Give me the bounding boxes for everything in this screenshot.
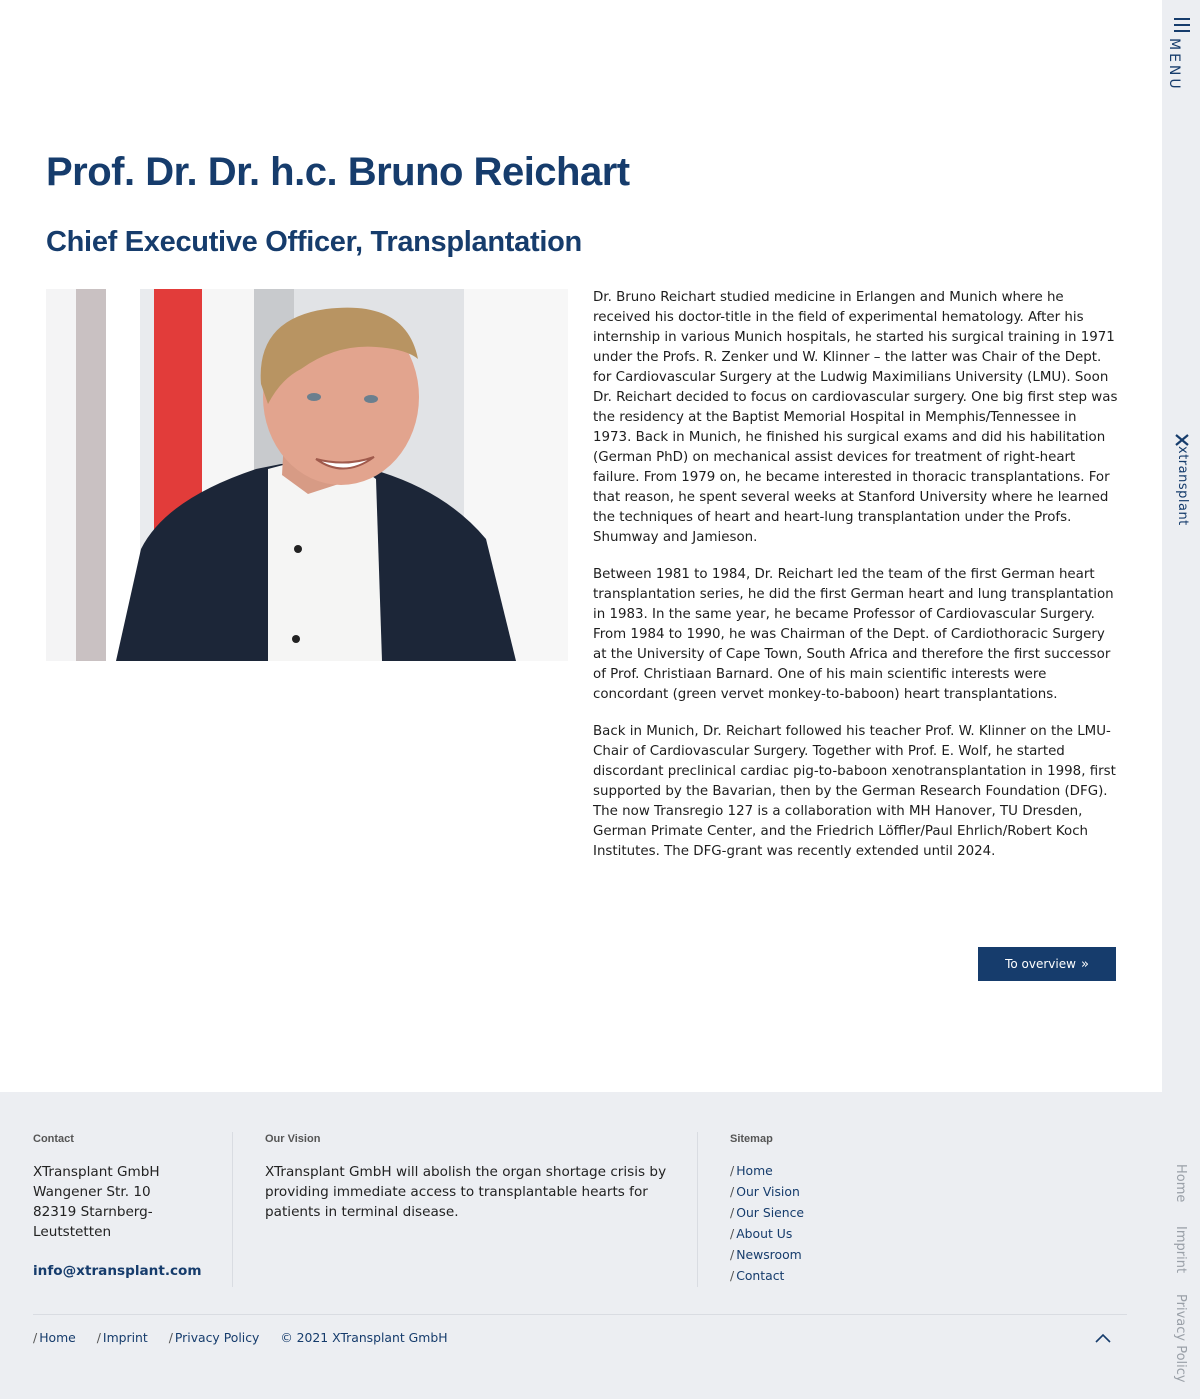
footer xyxy=(0,1092,1162,1399)
footer-address xyxy=(33,1162,213,1242)
footer-bottom-links xyxy=(33,1330,448,1345)
sitemap-item-our-sience[interactable]: / Our Sience xyxy=(730,1205,805,1220)
bio-paragraph: Between 1981 to 1984, Dr. Reichart led the team of the first German heart transplantation series, he did the first German heart and lung transplantation in 1983. In the same year, he became Professor of Cardiovascular Surgery. From 1984 to 1990, he was Chairman of the Dept. of Cardiothoracic Surgery at the University of Cape Town, South Africa and therefore the first successor of Prof. Christiaan Barnard. One of his main scientific interests were concordant (green vervet monkey-to-baboon) heart transplantations. xyxy=(593,567,1114,702)
address-city: 82319 Starnberg- xyxy=(33,1204,153,1220)
back-to-top-button[interactable] xyxy=(1094,1330,1112,1344)
sitemap-item-newsroom[interactable]: / Newsroom xyxy=(730,1247,802,1262)
footer-rule xyxy=(33,1314,1127,1315)
footer-sitemap-heading: Sitemap xyxy=(730,1133,773,1145)
footer-divider xyxy=(232,1132,233,1287)
bio-text xyxy=(593,288,1118,879)
sitemap-item-our-vision[interactable]: / Our Vision xyxy=(730,1184,800,1199)
footer-vision-text: XTransplant GmbH will abolish the organ shortage crisis by providing immediate access to transplantable hearts for patients in terminal disease. xyxy=(265,1164,667,1220)
logo-wordmark: xtransplant xyxy=(1175,446,1190,526)
menu-label: MENU xyxy=(1166,38,1182,92)
hamburger-icon xyxy=(1174,18,1190,32)
rail-link-home[interactable]: Home xyxy=(1173,1164,1188,1203)
menu-button[interactable] xyxy=(1166,14,1194,94)
bio-paragraph: Dr. Bruno Reichart studied medicine in Erlangen and Munich where he received his doctor-title in the field of experimental hematology. After his internship in various Munich hospitals, he started his surgical training in 1971 under the Profs. R. Zenker und W. Klinner – the latter was Chair of the Dept. for Cardiovascular Surgery at the Ludwig Maximilians University (LMU). Soon Dr. Reichart decided to focus on cardiovascular surgery. One big first step was the residency at the Baptist Memorial Hospital in Memphis/Tennessee in 1973. Back in Munich, he finished his surgical exams and did his habilitation (German PhD) on mechanical assist devices for treatment of right-heart failure. From 1979 on, he became interested in thoracic transplantations. For that reason, he spent several weeks at Stanford University where he learned the techniques of heart and heart-lung transplantation under the Profs. Shumway and Jamieson. xyxy=(593,290,1118,545)
logo-x-icon xyxy=(1175,434,1189,446)
sitemap-item-home[interactable]: / Home xyxy=(730,1163,773,1178)
bottom-link-privacy[interactable]: / Privacy Policy xyxy=(168,1330,260,1345)
address-street: Wangener Str. 10 xyxy=(33,1184,151,1200)
to-overview-label: To overview xyxy=(1005,957,1076,971)
to-overview-button[interactable] xyxy=(978,947,1116,981)
rail-link-imprint[interactable]: Imprint xyxy=(1173,1226,1188,1274)
footer-vision-heading: Our Vision xyxy=(265,1133,321,1145)
address-district: Leutstetten xyxy=(33,1224,112,1240)
bio-paragraph: Back in Munich, Dr. Reichart followed his teacher Prof. W. Klinner on the LMU-Chair of Cardiovascular Surgery. Together with Prof. E. Wolf, he started discordant preclinical cardiac pig-to-baboon xenotransplantation in 1998, first supported by the Bavarian, then by the German Research Foundation (DFG). The now Transregio 127 is a collaboration with MH Hanover, TU Dresden, German Primate Center, and the Friedrich Löffler/Paul Ehrlich/Robert Koch Institutes. The DFG-grant was recently extended until 2024. xyxy=(593,724,1116,859)
address-company: XTransplant GmbH xyxy=(33,1164,160,1180)
sitemap-item-contact[interactable]: / Contact xyxy=(730,1268,785,1283)
copyright: © 2021 XTransplant GmbH xyxy=(280,1330,448,1345)
bottom-link-imprint[interactable]: / Imprint xyxy=(96,1330,148,1345)
xtransplant-logo[interactable] xyxy=(1172,434,1192,528)
footer-contact-heading: Contact xyxy=(33,1133,74,1145)
sitemap-list xyxy=(730,1160,804,1286)
bottom-link-home[interactable]: / Home xyxy=(33,1330,76,1345)
rail-link-privacy[interactable]: Privacy Policy xyxy=(1173,1294,1188,1383)
page-subtitle: Chief Executive Officer, Transplantation xyxy=(46,226,582,258)
double-chevron-right-icon: » xyxy=(1080,956,1089,972)
page-title: Prof. Dr. Dr. h.c. Bruno Reichart xyxy=(46,150,630,194)
portrait-photo xyxy=(46,289,568,661)
chevron-up-icon xyxy=(1094,1331,1112,1345)
footer-email-link[interactable]: info@xtransplant.com xyxy=(33,1263,202,1279)
footer-divider xyxy=(697,1132,698,1287)
sitemap-item-about-us[interactable]: / About Us xyxy=(730,1226,793,1241)
